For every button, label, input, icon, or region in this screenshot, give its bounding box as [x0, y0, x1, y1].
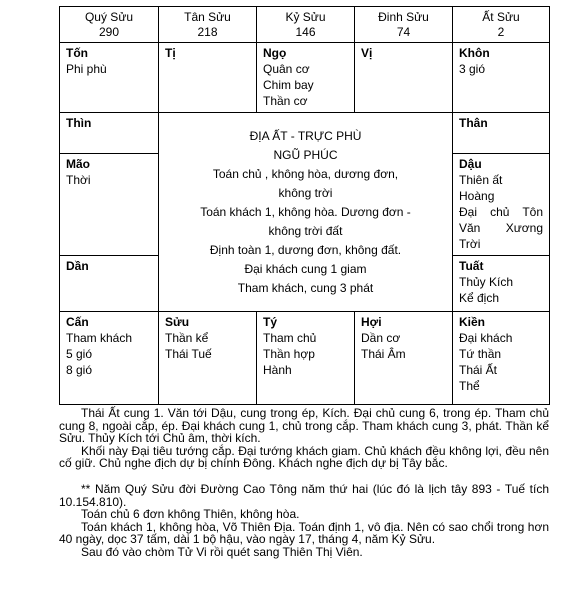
center-line: Định toàn 1, dương đơn, không đất. — [209, 242, 402, 257]
center-line: Đại khách cung 1 giam — [244, 261, 367, 276]
note-paragraph: ** Năm Quý Sửu đời Đường Cao Tông năm thứ hai (lúc đó là lịch tây 893 - Tuế tích 10.154.810). — [59, 481, 549, 509]
cell-dan: Dần — [60, 256, 159, 312]
cell-can: Cấn Tham khách 5 gió 8 gió — [60, 312, 159, 405]
cell-hoi: Hợi Dần cơ Thái Âm — [355, 312, 453, 405]
cell-mao: Mão Thời — [60, 154, 159, 256]
note-paragraph: Sau đó vào chòm Tử Vi rồi quét sang Thiên Thị Viên. — [81, 544, 363, 559]
center-line: Toán khách 1, không hòa. Dương đơn - — [200, 204, 411, 219]
note-paragraph: Khối này Đại tiêu tướng cắp. Đại tướng khách giam. Chủ khách đều không lợi, đều nên cố giữ. Chủ nghe địch dự bị chính Đông. Khách nghe địch dự bị Tây bắc. — [59, 443, 549, 471]
header-tan-suu: Tân Sửu 218 — [159, 7, 257, 43]
cell-suu: Sửu Thần kể Thái Tuế — [159, 312, 257, 405]
cell-thin: Thìn — [60, 113, 159, 154]
header-quy-suu: Quý Sửu 290 — [60, 7, 159, 43]
note-paragraph: Thái Ất cung 1. Văn tới Dậu, cung trong ép, Kích. Đại chủ cung 6, trong ép. Tham chủ cung 8, ngoài cắp, ép. Đại khách cung 1, chủ trong cắp. Tham khách cung 3, phát. Thần kể Sửu. Thủy Kích tới Chủ âm, thời kích. — [59, 406, 549, 446]
cell-ti: Tị — [159, 43, 257, 113]
center-line: NGŨ PHÚC — [273, 147, 338, 162]
header-dinh-suu: Đinh Sửu 74 — [355, 7, 453, 43]
palace-grid — [59, 6, 550, 405]
cell-khon: Khôn 3 gió — [453, 43, 550, 113]
cell-vi: Vị — [355, 43, 453, 113]
center-line: không trời đất — [268, 223, 343, 238]
center-line: không trời — [278, 185, 333, 200]
header-ky-suu: Kỷ Sửu 146 — [257, 7, 355, 43]
note-paragraph: Toán chủ 6 đơn không Thiên, không hòa. — [81, 507, 300, 522]
cell-ty: Tý Tham chủ Thần hợp Hành — [257, 312, 355, 405]
center-line: ĐỊA ẤT - TRỰC PHÙ — [249, 128, 362, 143]
cell-dau: Dậu Thiên ất Hoàng Đại chủ Tôn Văn Xương Trời — [453, 154, 550, 256]
notes-section — [59, 407, 549, 559]
cell-ton: Tốn Phi phù — [60, 43, 159, 113]
cell-kien: Kiền Đại khách Tứ thần Thái Ất Thể — [453, 312, 550, 405]
header-at-suu: Ất Sửu 2 — [453, 7, 550, 43]
center-line: Toán chủ , không hòa, dương đơn, — [212, 166, 399, 181]
note-paragraph: Toán khách 1, không hòa, Võ Thiên Địa. Toán định 1, vô địa. Nên có sao chổi trong hơn 40 ngày, dọc 37 tấm, dài 1 bộ hậu, vào ngày 17, tháng 4, năm Kỷ Sửu. — [59, 519, 549, 547]
cell-tuat: Tuất Thủy Kích Kể địch — [453, 256, 550, 312]
cell-ngo: Ngọ Quân cơ Chim bay Thần cơ — [257, 43, 355, 113]
center-line: Tham khách, cung 3 phát — [237, 280, 374, 295]
cell-than: Thân — [453, 113, 550, 154]
center-panel — [159, 113, 453, 312]
